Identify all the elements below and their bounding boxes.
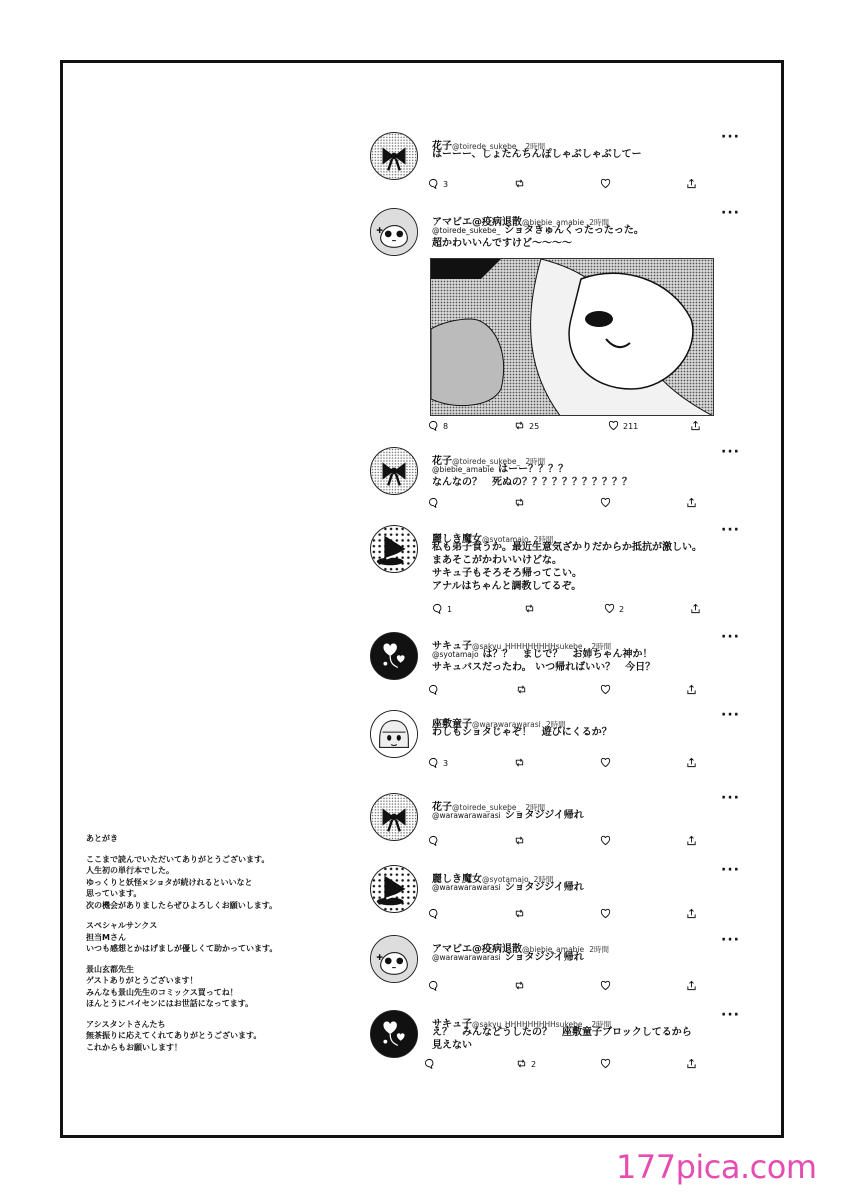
share-button[interactable] [686, 908, 697, 921]
tweet-line-text: ショタきゅんくったったった。 [504, 225, 644, 236]
reply-to-mention[interactable]: @warawarawarasi [432, 883, 501, 892]
afterword-line: 景山玄都先生 [86, 964, 134, 974]
retweet-icon [516, 1058, 527, 1071]
retweet-button[interactable] [514, 908, 529, 921]
share-icon [690, 603, 701, 616]
reply-button[interactable] [428, 497, 443, 510]
tweet-text [432, 148, 642, 161]
reply-icon [424, 1058, 435, 1071]
handle[interactable]: @biebie_amabie [522, 945, 585, 954]
like-button[interactable] [600, 178, 615, 191]
like-icon [600, 980, 611, 993]
tweet-line-text: 見えない [432, 1040, 472, 1051]
reply-button[interactable] [428, 980, 443, 993]
retweet-button[interactable] [514, 757, 529, 770]
tweet-actions [428, 497, 708, 511]
tweet-text [432, 809, 584, 822]
retweet-icon [514, 178, 525, 191]
tweet-text [432, 881, 584, 894]
tweet-line [432, 224, 644, 237]
afterword-line: いつも感想とかはげましが優しくて助かっています。 [86, 944, 278, 953]
handle[interactable]: @biebie_amabie [522, 218, 585, 227]
timestamp: 2時間 [525, 457, 546, 466]
reply-count: 3 [443, 180, 449, 189]
tweet-text [432, 951, 584, 964]
ribbon-avatar[interactable] [370, 793, 418, 841]
like-icon [600, 835, 611, 848]
like-icon [600, 684, 611, 697]
reply-icon [428, 178, 439, 191]
handle[interactable]: @toirede_sukebe_ [452, 142, 521, 151]
tweet-text [432, 648, 655, 674]
afterword-section [86, 920, 346, 955]
retweet-button[interactable] [514, 420, 539, 433]
afterword-section [86, 964, 346, 1010]
tweet-text [432, 541, 702, 593]
witch-hat-avatar[interactable] [370, 865, 418, 913]
afterword-line: 次の機会がありましたらぜひよろしくお願いします。 [86, 900, 278, 910]
afterword-section [86, 854, 346, 912]
retweet-icon [514, 420, 525, 433]
reply-count: 3 [443, 759, 449, 768]
tweet-actions [428, 757, 708, 771]
reply-icon [432, 603, 443, 616]
afterword [86, 833, 346, 1062]
tweet-text [432, 726, 612, 739]
ribbon-avatar[interactable] [370, 132, 418, 180]
share-button[interactable] [686, 1058, 697, 1071]
hearts-avatar[interactable] [370, 1010, 418, 1058]
display-name[interactable]: サキュ子 [432, 1019, 472, 1030]
tweet-line [432, 648, 655, 661]
handle[interactable]: @sakyu_HHHHHHHHHsukebe_ [472, 1020, 587, 1029]
retweet-icon [516, 684, 527, 697]
tweet-line-text: なんなの？ 死ぬの？？？？？？？？？？？ [432, 477, 632, 488]
tweet-line [432, 541, 702, 554]
share-icon [686, 497, 697, 510]
tweet-line-text: ショタジジイ帰れ [504, 952, 584, 963]
amabie-avatar[interactable] [370, 935, 418, 983]
like-icon [600, 1058, 611, 1071]
share-icon [690, 420, 701, 433]
display-name[interactable]: 花子 [432, 141, 452, 152]
retweet-icon [514, 497, 525, 510]
retweet-icon [524, 603, 535, 616]
like-button[interactable] [600, 980, 615, 993]
retweet-button[interactable] [514, 835, 529, 848]
zashiki-avatar[interactable] [370, 710, 418, 758]
more-options-icon[interactable]: ··· [721, 205, 740, 221]
tweet-line [432, 237, 644, 250]
like-button[interactable] [600, 684, 615, 697]
afterword-line: ゲストありがとうございます！ [86, 976, 198, 985]
like-icon [608, 420, 619, 433]
reply-to-mention[interactable]: @warawarawarasi [432, 953, 501, 962]
tweet-line-text: はーー？？？？ [498, 464, 569, 475]
tweet-actions [428, 908, 708, 922]
tweet-line [432, 1039, 692, 1052]
tweet-line-text: サキュ子もそろそろ帰ってこい。 [432, 568, 582, 579]
afterword-line: アシスタントさんたち [86, 1019, 166, 1029]
timestamp: 2時間 [589, 945, 609, 954]
afterword-title: あとがき [86, 834, 118, 843]
tweet-line [432, 661, 655, 674]
share-button[interactable] [686, 684, 697, 697]
reply-icon [428, 497, 439, 510]
tweet-line-text: は？？ まじで？ お姉ちゃん神か！ [482, 649, 653, 660]
tweet-line-text: サキュバスだったわ。 いつ帰ればいい？ 今日？ [432, 662, 656, 673]
display-name[interactable]: アマビエ@疫病退散 [432, 944, 522, 955]
afterword-section [86, 1019, 346, 1054]
like-icon [600, 757, 611, 770]
like-icon [604, 603, 615, 616]
timestamp: 2時間 [525, 803, 546, 812]
hearts-avatar[interactable] [370, 632, 418, 680]
tweet-line-text: まあそこがかわいいけどな。 [432, 555, 562, 566]
timestamp: 2時間 [525, 142, 546, 151]
tweet-actions [428, 835, 708, 849]
witch-hat-avatar[interactable] [370, 525, 418, 573]
share-button[interactable] [690, 420, 701, 433]
share-button[interactable] [686, 178, 697, 191]
share-button[interactable] [686, 980, 697, 993]
tweet-line-text: はーーー、しょたんちんぽしゃぶしゃぶしてー [432, 149, 642, 160]
handle[interactable]: @toirede_sukebe_ [452, 457, 521, 466]
tweet-line-text: ショタジジイ帰れ [504, 882, 584, 893]
tweet-text [432, 224, 644, 250]
timestamp: 2時間 [591, 1020, 612, 1029]
handle[interactable]: @warawarawarasi [472, 720, 541, 729]
afterword-line: 人生初の単行本でした。 [86, 866, 174, 875]
like-button[interactable] [600, 1058, 615, 1071]
reply-icon [428, 684, 439, 697]
handle[interactable]: @syotamajo [482, 875, 529, 884]
retweet-button[interactable] [516, 684, 531, 697]
reply-icon [428, 420, 439, 433]
share-icon [686, 835, 697, 848]
like-button[interactable] [600, 908, 615, 921]
display-name[interactable]: 麗しき魔女 [432, 534, 482, 545]
tweet-line [432, 148, 642, 161]
reply-to-mention[interactable]: @toirede_sukebe_ [432, 226, 501, 235]
timestamp: 2時間 [533, 875, 554, 884]
like-button[interactable] [600, 835, 615, 848]
afterword-line: ゆっくりと妖怪×ショタが続けれるといいなと [86, 877, 253, 887]
afterword-line: 無茶振りに応えてくれてありがとうございます。 [86, 1031, 262, 1040]
share-icon [686, 980, 697, 993]
like-button[interactable] [608, 420, 638, 433]
reply-to-mention[interactable]: @biebie_amabie [432, 465, 495, 474]
retweet-count: 2 [531, 1060, 537, 1069]
display-name[interactable]: 座敷童子 [432, 719, 472, 730]
like-icon [600, 908, 611, 921]
reply-icon [428, 835, 439, 848]
tweet-line [432, 463, 632, 476]
share-button[interactable] [686, 497, 697, 510]
tweet-line-text: アナルはちゃんと調教してるぞ。 [432, 581, 582, 592]
tweet-line-text: え？ みんなどうしたの？ 座敷童子ブロックしてるから [432, 1027, 692, 1038]
like-button[interactable] [604, 603, 624, 616]
tweet-line [432, 476, 632, 489]
watermark: 177pica.com [616, 1148, 817, 1186]
tweet-actions [428, 1058, 708, 1072]
retweet-button[interactable] [514, 178, 529, 191]
more-options-icon[interactable]: ··· [721, 932, 740, 948]
tweet-line [432, 580, 702, 593]
reply-to-mention[interactable]: @syotamajo [432, 650, 479, 659]
afterword-line: ほんとうにバイセンにはお世話になってます。 [86, 999, 254, 1008]
reply-count: 8 [443, 422, 449, 431]
like-icon [600, 497, 611, 510]
share-button[interactable] [690, 603, 701, 616]
timestamp: 2時間 [545, 720, 566, 729]
tweet-actions [428, 980, 708, 994]
share-icon [686, 1058, 697, 1071]
reply-count: 1 [447, 605, 453, 614]
retweet-icon [514, 757, 525, 770]
retweet-button[interactable] [514, 980, 529, 993]
handle[interactable]: @toirede_sukebe_ [452, 803, 521, 812]
reply-button[interactable] [424, 1058, 439, 1071]
retweet-icon [514, 908, 525, 921]
tweet-line [432, 554, 702, 567]
afterword-line: ここまで読んでいただいてありがとうございます。 [86, 854, 270, 864]
reply-icon [428, 757, 439, 770]
reply-to-mention[interactable]: @warawarawarasi [432, 811, 501, 820]
share-button[interactable] [686, 757, 697, 770]
tweet-actions [428, 684, 708, 698]
timestamp: 2時間 [589, 218, 609, 227]
more-options-icon[interactable]: ··· [721, 522, 740, 538]
afterword-line: これからもお願いします！ [86, 1042, 182, 1052]
afterword-line: スペシャルサンクス [86, 921, 158, 930]
tweet-line-text: 超かわいいんですけど～～～～ [432, 238, 572, 249]
reply-button[interactable] [428, 908, 443, 921]
share-icon [686, 908, 697, 921]
tweet-line [432, 881, 584, 894]
tweet-line [432, 726, 612, 739]
reply-icon [428, 980, 439, 993]
tweet-line-text: 私も弟子食うか。最近生意気ざかりだからか抵抗が激しい。 [432, 542, 702, 553]
like-icon [600, 178, 611, 191]
like-count: 211 [623, 422, 639, 431]
reply-button[interactable] [428, 835, 443, 848]
share-icon [686, 757, 697, 770]
display-name[interactable]: 花子 [432, 456, 452, 467]
more-options-icon[interactable]: ··· [721, 129, 740, 145]
display-name[interactable]: アマビエ@疫病退散 [432, 217, 522, 228]
more-options-icon[interactable]: ··· [721, 444, 740, 460]
afterword-line: 思っています。 [86, 889, 142, 898]
reply-icon [428, 908, 439, 921]
attached-manga-image[interactable] [430, 258, 714, 416]
share-button[interactable] [686, 835, 697, 848]
tweet-actions [428, 603, 708, 617]
display-name[interactable]: サキュ子 [432, 641, 472, 652]
afterword-line: 担当Mさん [86, 932, 126, 942]
more-options-icon[interactable]: ··· [721, 790, 740, 806]
ribbon-avatar[interactable] [370, 447, 418, 495]
retweet-count: 25 [529, 422, 540, 431]
display-name[interactable]: 麗しき魔女 [432, 874, 482, 885]
handle[interactable]: @syotamajo [482, 535, 529, 544]
tweet-line [432, 809, 584, 822]
like-button[interactable] [600, 757, 615, 770]
like-count: 2 [619, 605, 625, 614]
like-button[interactable] [600, 497, 615, 510]
retweet-button[interactable] [516, 1058, 536, 1071]
tweet-line-text: わしもショタじゃぞ！ 遊びにくるか？ [432, 727, 612, 738]
tweet-line [432, 951, 584, 964]
retweet-icon [514, 835, 525, 848]
display-name[interactable]: 花子 [432, 802, 452, 813]
more-options-icon[interactable]: ··· [721, 707, 740, 723]
tweet-actions [428, 178, 708, 192]
amabie-avatar[interactable] [370, 208, 418, 256]
more-options-icon[interactable]: ··· [721, 862, 740, 878]
reply-button[interactable] [428, 178, 448, 191]
timestamp: 2時間 [533, 535, 554, 544]
retweet-button[interactable] [524, 603, 539, 616]
tweet-actions [428, 420, 708, 434]
tweet-line [432, 1026, 692, 1039]
tweet-line [432, 567, 702, 580]
reply-button[interactable] [428, 757, 448, 770]
afterword-line: みんなも景山先生のコミックス買ってね！ [86, 987, 238, 997]
reply-button[interactable] [428, 420, 448, 433]
share-icon [686, 684, 697, 697]
tweet-line-text: ショタジジイ帰れ [504, 810, 584, 821]
retweet-button[interactable] [514, 497, 529, 510]
reply-button[interactable] [432, 603, 452, 616]
more-options-icon[interactable]: ··· [721, 1007, 740, 1023]
reply-button[interactable] [428, 684, 443, 697]
share-icon [686, 178, 697, 191]
timestamp: 2時間 [591, 642, 612, 651]
more-options-icon[interactable]: ··· [721, 629, 740, 645]
tweet-text [432, 463, 632, 489]
handle[interactable]: @sakyu_HHHHHHHHHsukebe_ [472, 642, 587, 651]
retweet-icon [514, 980, 525, 993]
tweet-text [432, 1026, 692, 1052]
